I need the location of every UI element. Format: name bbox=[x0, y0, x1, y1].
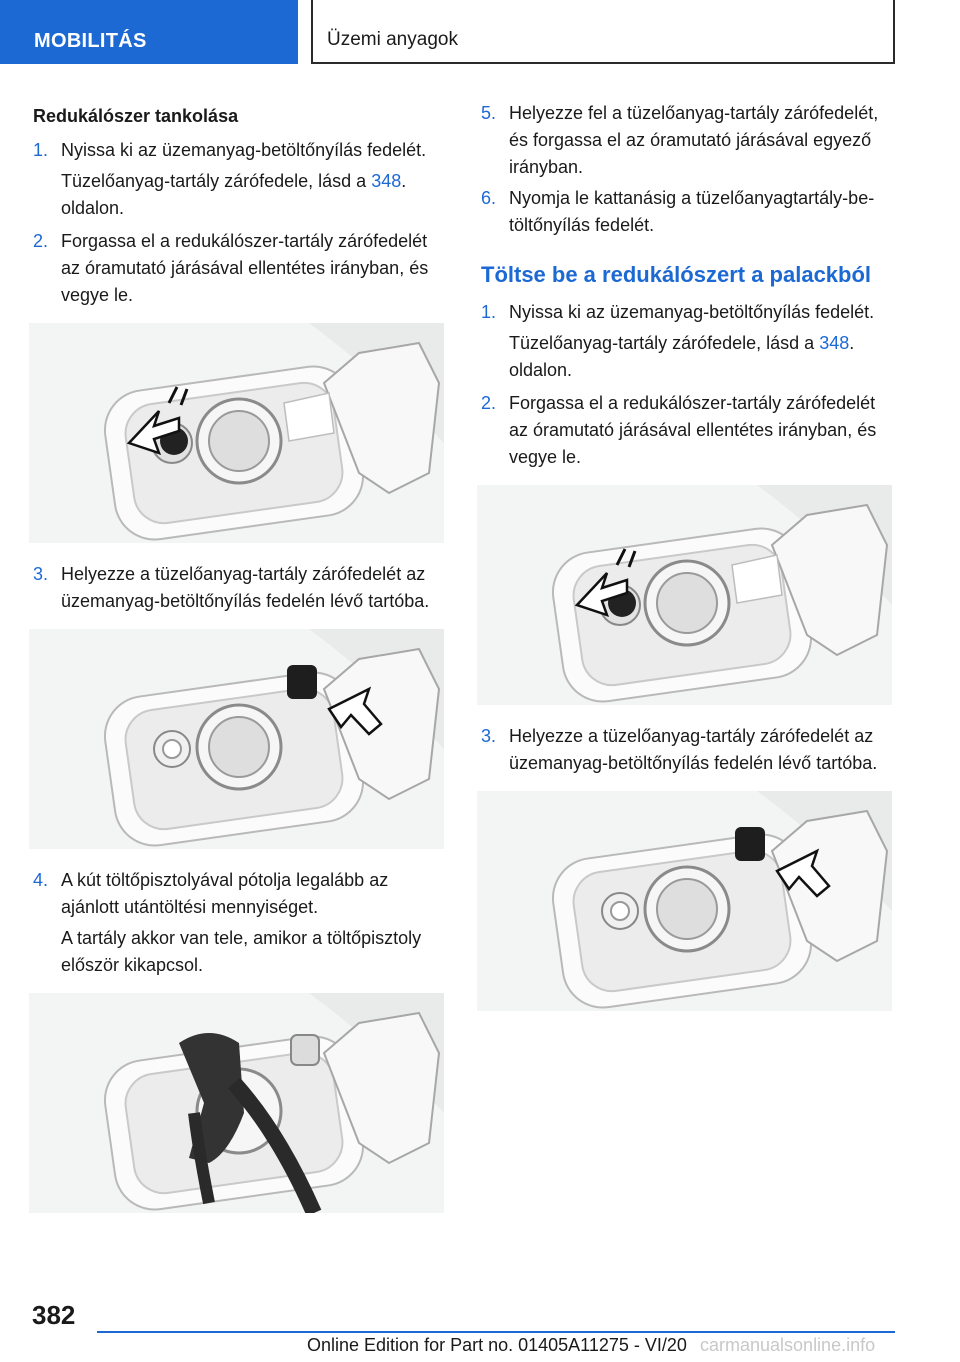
step-6 bbox=[477, 185, 893, 239]
step-number: 1. bbox=[481, 302, 497, 322]
footer-edition: Online Edition for Part no. 01405A11275 - VI/20 bbox=[307, 1335, 687, 1355]
step-text: Helyezze fel a tüzelőanyag-tartály zárófedelét, és forgassa el az óramutató járásával egyező irányban. bbox=[509, 103, 879, 177]
page-link-348[interactable]: 348 bbox=[371, 171, 402, 191]
chapter-title: MOBILITÁS bbox=[34, 30, 147, 52]
footer-divider bbox=[97, 1331, 895, 1333]
bottle-step-1 bbox=[477, 299, 893, 326]
section-title: Üzemi anyagok bbox=[327, 29, 458, 50]
step-4-note: A tartály akkor van tele, amikor a töltőpisztoly először kikapcsol. bbox=[61, 928, 422, 975]
footer-watermark: carmanualsonline.info bbox=[700, 1335, 876, 1355]
step-text: Helyezze a tüzelőanyag-tartály zárófedelét az üzemanyag-betöltőnyílás fedelén lévő tartóba. bbox=[61, 564, 430, 611]
step-number: 4. bbox=[33, 870, 49, 890]
bottle-step-1-note: Tüzelőanyag-tartály zárófedele, lásd a 348. oldalon. bbox=[509, 333, 855, 380]
illustration-cap-removal-bottle bbox=[477, 485, 892, 705]
illustration-cap-removal bbox=[29, 323, 444, 543]
page-number: 382 bbox=[32, 1300, 76, 1330]
step-number: 3. bbox=[33, 564, 49, 584]
left-column bbox=[29, 100, 445, 1231]
right-column bbox=[477, 100, 893, 1029]
step-text: Nyissa ki az üzemanyag-betöltőnyílás fedelét. bbox=[509, 302, 875, 322]
illustration-cap-holder-bottle bbox=[477, 791, 892, 1011]
subheading-reductant-refuel: Redukálószer tankolása bbox=[33, 106, 239, 126]
chapter-tab bbox=[0, 0, 298, 64]
step-2 bbox=[29, 228, 445, 309]
page-link-348[interactable]: 348 bbox=[819, 333, 850, 353]
step-number: 5. bbox=[481, 103, 497, 123]
step-1 bbox=[29, 137, 445, 164]
step-text: Helyezze a tüzelőanyag-tartály zárófedelét az üzemanyag-betöltőnyílás fedelén lévő tartóba. bbox=[509, 726, 878, 773]
illustration-cap-holder bbox=[29, 629, 444, 849]
step-4 bbox=[29, 867, 445, 921]
bottle-step-3 bbox=[477, 723, 893, 777]
step-number: 3. bbox=[481, 726, 497, 746]
heading-bottle-refill: Töltse be a redukálószert a palackból bbox=[481, 262, 872, 287]
step-number: 1. bbox=[33, 140, 49, 160]
step-number: 6. bbox=[481, 188, 497, 208]
step-1-note: Tüzelőanyag-tartály zárófedele, lásd a 348. oldalon. bbox=[61, 171, 407, 218]
step-text: Nyomja le kattanásig a tüzelőanyagtartály-betöltőnyílás fedelét. bbox=[509, 188, 875, 235]
illustration-nozzle-filling bbox=[29, 993, 444, 1213]
step-number: 2. bbox=[481, 393, 497, 413]
step-text: Forgassa el a redukálószer-tartály zárófedelét az óramutató járásával ellentétes irányban, és vegye le. bbox=[509, 393, 877, 467]
step-text: A kút töltőpisztolyával pótolja legalább az ajánlott utántöltési mennyiséget. bbox=[61, 870, 389, 917]
section-header bbox=[311, 0, 895, 64]
bottle-step-2 bbox=[477, 390, 893, 471]
step-text: Nyissa ki az üzemanyag-betöltőnyílás fedelét. bbox=[61, 140, 427, 160]
step-text: Forgassa el a redukálószer-tartály zárófedelét az óramutató járásával ellentétes irányban, és vegye le. bbox=[61, 231, 429, 305]
step-number: 2. bbox=[33, 231, 49, 251]
step-3 bbox=[29, 561, 445, 615]
step-5 bbox=[477, 100, 893, 181]
